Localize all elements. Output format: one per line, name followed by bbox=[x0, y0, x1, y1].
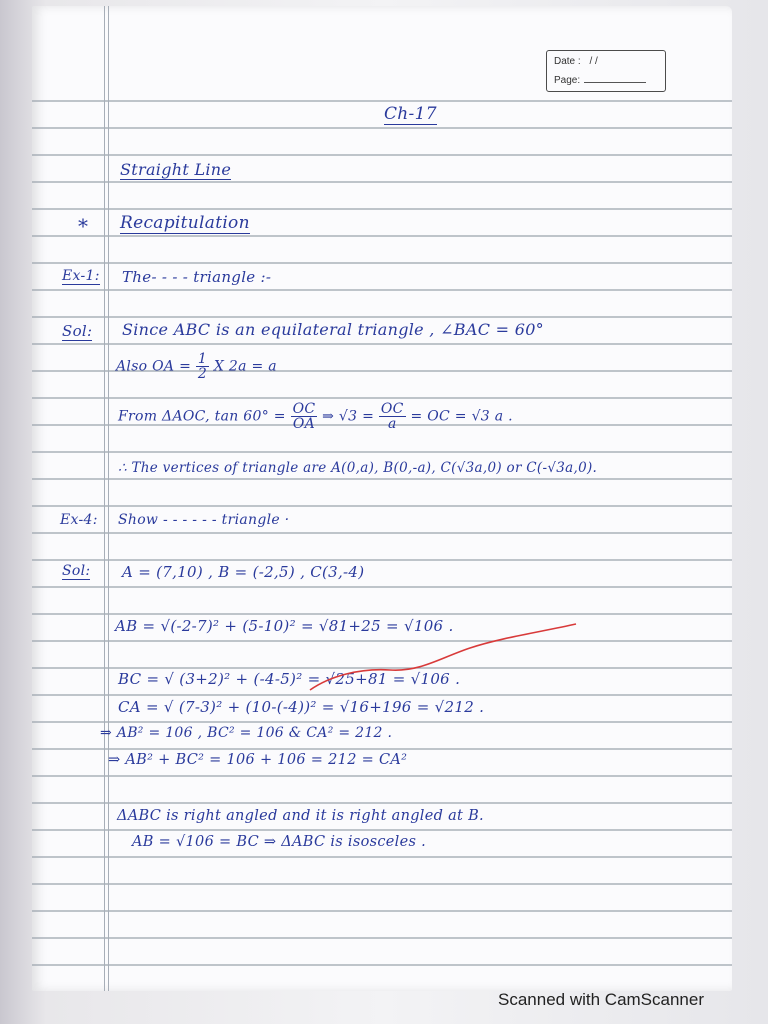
sol1-line4: ∴ The vertices of triangle are A(0,a), B(0,-a), C(√3a,0) or C(-√3a,0). bbox=[118, 460, 598, 476]
page-title: Straight Line bbox=[120, 160, 232, 179]
date-page-box bbox=[546, 50, 666, 92]
fraction-oc-a: $\frac{OC}{a}$ bbox=[380, 401, 404, 432]
sol1-line3-b: ⇒ √3 = bbox=[322, 408, 375, 425]
date-label: Date : bbox=[554, 56, 581, 67]
recap-heading: Recapitulation bbox=[120, 213, 250, 233]
star-mark: * bbox=[78, 214, 89, 238]
conclusion-line1: ΔABC is right angled and it is right angled at B. bbox=[117, 808, 484, 824]
sol1-line2 bbox=[116, 352, 277, 381]
chapter-heading: Ch-17 bbox=[384, 104, 437, 124]
sol1-line3-c: = OC = √3 a . bbox=[410, 408, 513, 425]
fraction-one-half: $\frac{1}{2}$ bbox=[197, 351, 208, 382]
sol1-line3 bbox=[118, 402, 513, 431]
ab-line: AB = √(-2-7)² + (5-10)² = √81+25 = √106 . bbox=[115, 617, 454, 635]
squares-line: ⇒ AB² = 106 , BC² = 106 & CA² = 212 . bbox=[100, 725, 393, 741]
sol1-line1: Since ABC is an equilateral triangle , ∠BAC = 60° bbox=[122, 320, 544, 339]
ex4-text: Show - - - - - - triangle · bbox=[118, 512, 290, 528]
red-pen-stroke bbox=[300, 618, 590, 708]
sol4-label: Sol: bbox=[62, 563, 91, 579]
bc-line: BC = √ (3+2)² + (-4-5)² = √25+81 = √106 . bbox=[118, 670, 461, 688]
ex4-label: Ex-4: bbox=[60, 512, 98, 528]
sol4-given: A = (7,10) , B = (-2,5) , C(3,-4) bbox=[122, 563, 365, 581]
sol1-line3-a: From ΔAOC, tan 60° = bbox=[118, 408, 286, 425]
sol1-label: Sol: bbox=[62, 322, 93, 340]
conclusion-line2: AB = √106 = BC ⇒ ΔABC is isosceles . bbox=[132, 834, 427, 850]
fraction-oc-oa: $\frac{OC}{OA}$ bbox=[292, 401, 316, 432]
margin-line bbox=[104, 6, 109, 991]
sol1-line2-b: X 2a = a bbox=[213, 358, 277, 375]
ex1-text: The- - - - triangle :- bbox=[122, 268, 272, 286]
date-slashes: / / bbox=[589, 56, 598, 67]
sol1-line2-a: Also OA = bbox=[116, 358, 192, 375]
ex1-label: Ex-1: bbox=[62, 268, 100, 284]
ca-line: CA = √ (7-3)² + (10-(-4))² = √16+196 = √212 . bbox=[118, 698, 485, 716]
page-label: Page: bbox=[554, 75, 581, 86]
scanner-watermark: Scanned with CamScanner bbox=[498, 990, 705, 1009]
sum-line: ⇒ AB² + BC² = 106 + 106 = 212 = CA² bbox=[108, 752, 408, 768]
